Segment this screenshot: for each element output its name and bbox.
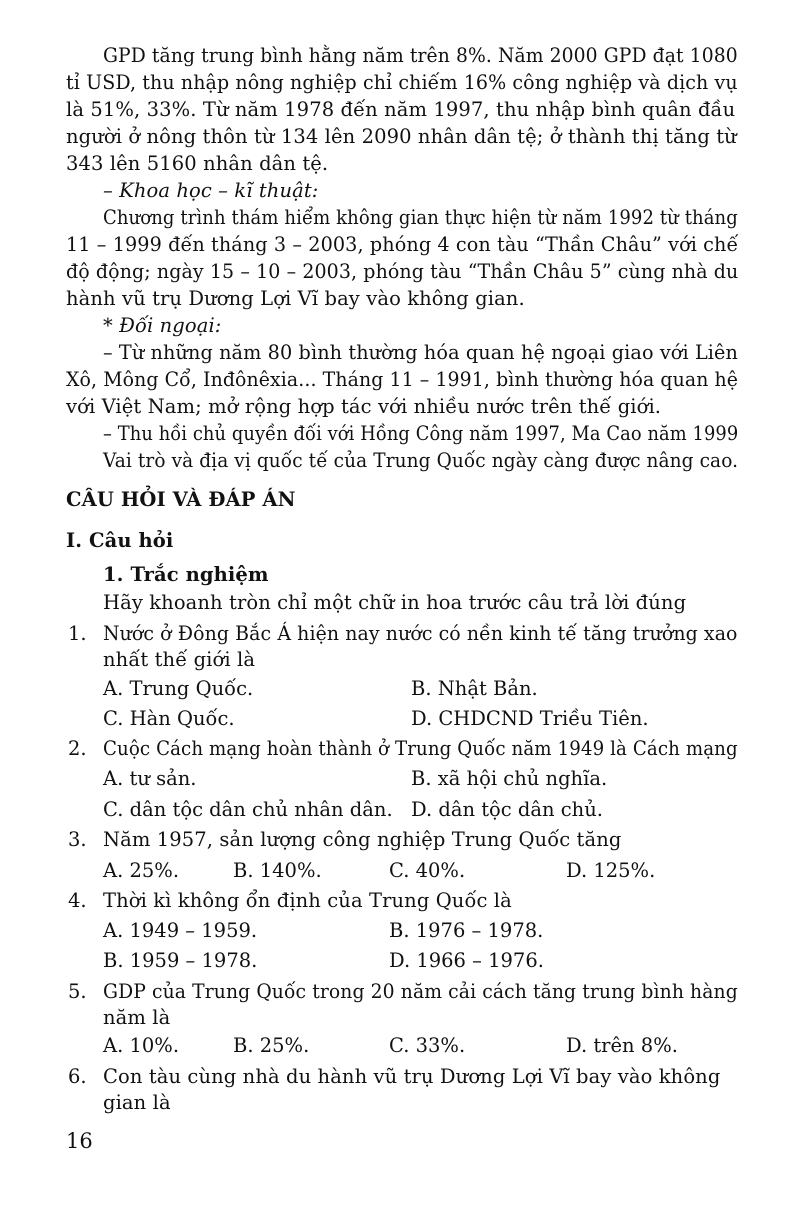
question-2-option-c[interactable]: C. dân tộc dân chủ nhân dân. xyxy=(103,798,393,821)
foreign-heading: * Đối ngoại: xyxy=(103,314,222,337)
question-6-number: 6. xyxy=(68,1065,87,1088)
foreign-p1-line-2: Xô, Mông Cổ, Inđônêxia... Tháng 11 – 1991, bình thường hóa quan hệ xyxy=(66,368,739,391)
question-6-line-2: gian là xyxy=(103,1091,171,1114)
science-line-1: Chương trình thám hiểm không gian thực hiện từ năm 1992 từ tháng xyxy=(103,206,738,229)
question-1-option-a[interactable]: A. Trung Quốc. xyxy=(103,677,254,700)
question-3-option-a[interactable]: A. 25%. xyxy=(103,859,180,882)
science-line-3: độ động; ngày 15 – 10 – 2003, phóng tàu “Thần Châu 5” cùng nhà du xyxy=(66,260,739,283)
intro-line-4: người ở nông thôn từ 134 lên 2090 nhân dân tệ; ở thành thị tăng từ xyxy=(66,125,737,148)
question-4-option-c[interactable]: B. 1959 – 1978. xyxy=(103,949,258,972)
question-1-line-2: nhất thế giới là xyxy=(103,648,256,671)
science-line-4: hành vũ trụ Dương Lợi Vĩ bay vào không gian. xyxy=(66,287,525,310)
section-title: CÂU HỎI VÀ ĐÁP ÁN xyxy=(66,488,296,511)
foreign-p2: – Thu hồi chủ quyền đối với Hồng Công năm 1997, Ma Cao năm 1999 xyxy=(103,422,739,445)
intro-line-3: là 51%, 33%. Từ năm 1978 đến năm 1997, thu nhập bình quân đầu xyxy=(66,98,736,121)
question-3-option-b[interactable]: B. 140%. xyxy=(233,859,322,882)
question-3-option-c[interactable]: C. 40%. xyxy=(389,859,466,882)
question-5-option-a[interactable]: A. 10%. xyxy=(103,1034,180,1057)
part-title: I. Câu hỏi xyxy=(66,529,174,552)
question-4-number: 4. xyxy=(68,889,87,912)
question-1-option-d[interactable]: D. CHDCND Triều Tiên. xyxy=(411,707,649,730)
question-1-line-1: Nước ở Đông Bắc Á hiện nay nước có nền kinh tế tăng trưởng xao xyxy=(103,622,738,645)
intro-line-1: GPD tăng trung bình hằng năm trên 8%. Năm 2000 GPD đạt 1080 xyxy=(103,44,738,67)
question-2-number: 2. xyxy=(68,737,87,760)
intro-line-5: 343 lên 5160 nhân dân tệ. xyxy=(66,152,329,175)
question-1-option-b[interactable]: B. Nhật Bản. xyxy=(411,677,538,700)
question-5-option-c[interactable]: C. 33%. xyxy=(389,1034,466,1057)
question-3-line-1: Năm 1957, sản lượng công nghiệp Trung Quốc tăng xyxy=(103,828,622,851)
question-2-line-1: Cuộc Cách mạng hoàn thành ở Trung Quốc năm 1949 là Cách mạng xyxy=(103,737,738,760)
question-2-option-b[interactable]: B. xã hội chủ nghĩa. xyxy=(411,767,608,790)
question-5-line-2: năm là xyxy=(103,1006,171,1029)
question-5-option-d[interactable]: D. trên 8%. xyxy=(566,1034,678,1057)
instruction: Hãy khoanh tròn chỉ một chữ in hoa trước câu trả lời đúng xyxy=(103,591,687,614)
foreign-p1-line-1: – Từ những năm 80 bình thường hóa quan hệ ngoại giao với Liên xyxy=(103,341,739,364)
question-1-number: 1. xyxy=(68,622,87,645)
question-3-number: 3. xyxy=(68,828,87,851)
question-3-option-d[interactable]: D. 125%. xyxy=(566,859,656,882)
question-5-number: 5. xyxy=(68,980,87,1003)
science-heading: – Khoa học – kĩ thuật: xyxy=(103,179,319,202)
question-5-line-1: GDP của Trung Quốc trong 20 năm cải cách tăng trung bình hàng xyxy=(103,980,738,1003)
question-4-option-d[interactable]: D. 1966 – 1976. xyxy=(389,949,544,972)
question-4-option-a[interactable]: A. 1949 – 1959. xyxy=(103,919,258,942)
question-2-option-a[interactable]: A. tư sản. xyxy=(103,767,197,790)
sub-title: 1. Trắc nghiệm xyxy=(103,563,269,586)
question-4-option-b[interactable]: B. 1976 – 1978. xyxy=(389,919,544,942)
question-4-line-1: Thời kì không ổn định của Trung Quốc là xyxy=(103,889,512,912)
science-line-2: 11 – 1999 đến tháng 3 – 2003, phóng 4 con tàu “Thần Châu” với chế xyxy=(66,233,739,256)
intro-line-2: tỉ USD, thu nhập nông nghiệp chỉ chiếm 16% công nghiệp và dịch vụ xyxy=(66,71,738,94)
page-number: 16 xyxy=(66,1129,93,1153)
question-2-option-d[interactable]: D. dân tộc dân chủ. xyxy=(411,798,604,821)
question-6-line-1: Con tàu cùng nhà du hành vũ trụ Dương Lợi Vĩ bay vào không xyxy=(103,1065,721,1088)
foreign-p1-line-3: với Việt Nam; mở rộng hợp tác với nhiều nước trên thế giới. xyxy=(66,395,662,418)
question-5-option-b[interactable]: B. 25%. xyxy=(233,1034,310,1057)
foreign-p3: Vai trò và địa vị quốc tế của Trung Quốc ngày càng được nâng cao. xyxy=(103,449,739,472)
question-1-option-c[interactable]: C. Hàn Quốc. xyxy=(103,707,235,730)
